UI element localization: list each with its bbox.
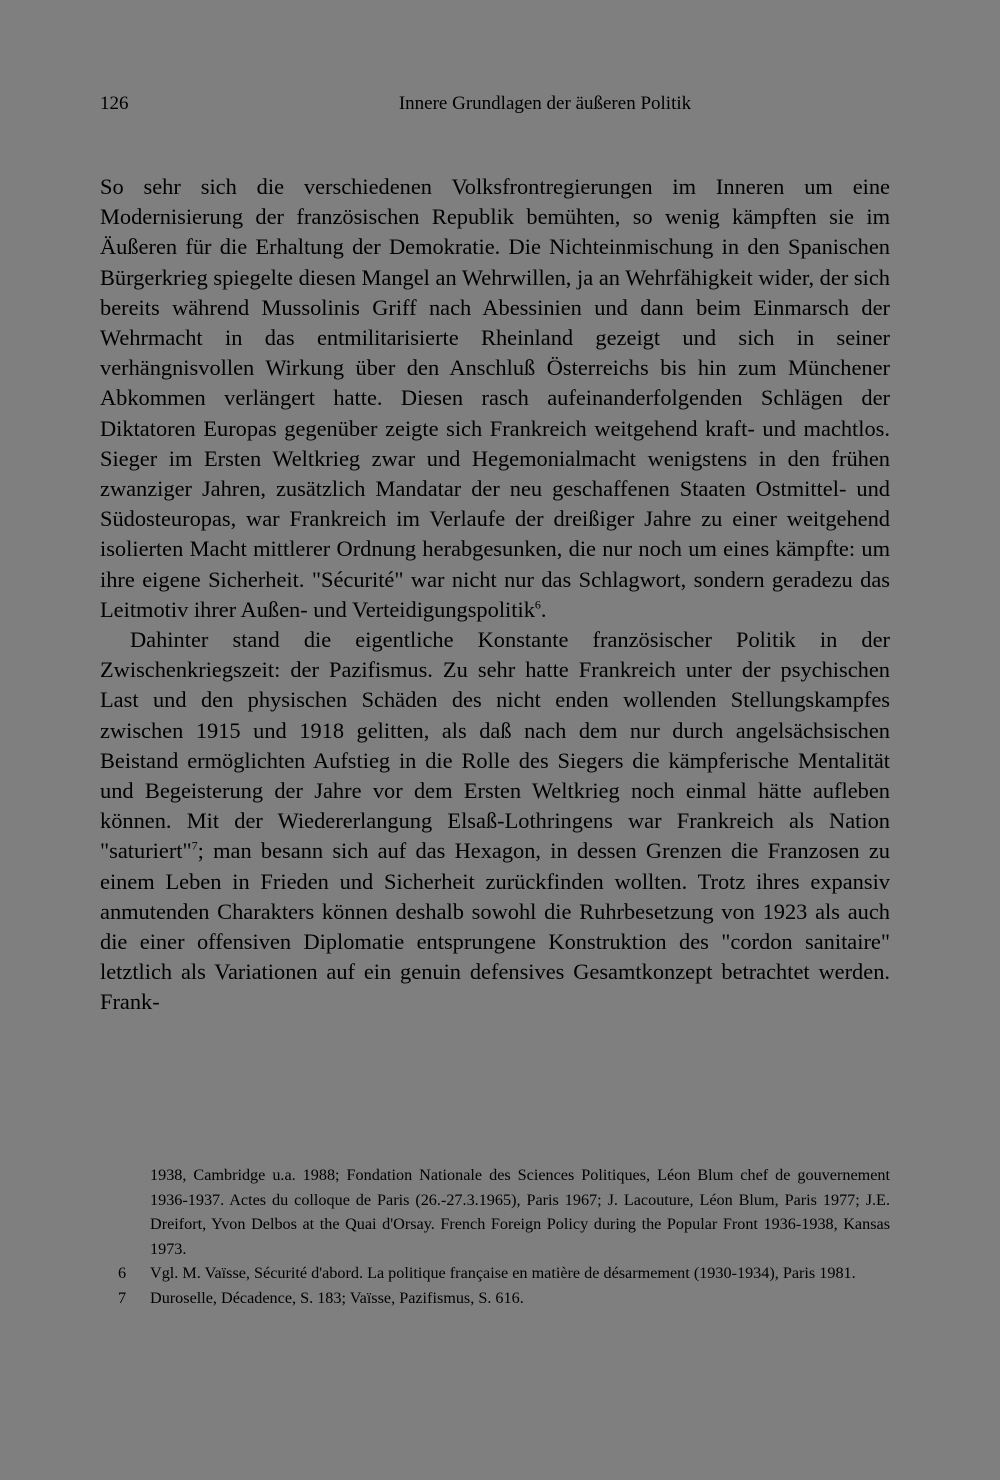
footnote-ref-7: 7	[191, 839, 198, 853]
paragraph-1-text: So sehr sich die verschiedenen Volksfrontregierungen im Inneren um eine Modernisierung der französischen Republik bemühten, so wenig kämpften sie im Äußeren für die Erhaltung der Demokratie. Die Nichteinmischung in den Spanischen Bürgerkrieg spiegelte diesen Mangel an Wehrwillen, ja an Wehrfähigkeit wider, der sich bereits während Mussolinis Griff nach Abessinien und dann beim Einmarsch der Wehrmacht in das entmilitarisierte Rheinland gezeigt und sich in seiner verhängnisvollen Wirkung über den Anschluß Österreichs bis hin zum Münchener Abkommen verlängert hatte. Diesen rasch aufeinanderfolgenden Schlägen der Diktatoren Europas gegenüber zeigte sich Frankreich weitgehend kraft- und machtlos. Sieger im Ersten Weltkrieg zwar und Hegemonialmacht wenigstens in den frühen zwanziger Jahren, zusätzlich Mandatar der neu geschaffenen Staaten Ostmittel- und Südosteuropas, war Frankreich im Verlaufe der dreißiger Jahre zu einer weitgehend isolierten Macht mittlerer Ordnung herabgesunken, die nur noch um eines kämpfte: um ihre eigene Sicherheit. "Sécurité" war nicht nur das Schlagwort, sondern geradezu das Leitmotiv ihrer Außen- und Verteidigungspolitik	[100, 174, 890, 622]
footnote-7	[100, 1286, 890, 1311]
footnote-text: Duroselle, Décadence, S. 183; Vaïsse, Pazifismus, S. 616.	[150, 1288, 524, 1307]
paragraph-2-rest: ; man besann sich auf das Hexagon, in dessen Grenzen die Franzosen zu einem Leben in Frieden und Sicherheit zurückfinden wollten. Trotz ihres expansiv anmutenden Charakters können deshalb sowohl die Ruhrbesetzung von 1923 als auch die einer offensiven Diplomatie entsprungene Konstruktion des "cordon sanitaire" letztlich als Variationen auf ein genuin defensives Gesamtkonzept betrachtet werden. Frank-	[100, 838, 890, 1015]
footnotes	[100, 1163, 890, 1311]
footnote-mark: 7	[118, 1288, 127, 1307]
footnote-ref-6: 6	[534, 597, 541, 612]
paragraph-1-end: .	[540, 596, 547, 622]
paragraph-1	[100, 172, 890, 625]
footnote-text: Vgl. M. Vaïsse, Sécurité d'abord. La politique française en matière de désarmement (1930-1934), Paris 1981.	[150, 1264, 856, 1283]
paragraph-2-text: Dahinter stand die eigentliche Konstante französischer Politik in der Zwischenkriegszeit: der Pazifismus. Zu sehr hatte Frankreich unter der psychischen Last und den physischen Schäden des nicht enden wollenden Stellungskampfes zwischen 1915 und 1918 gelitten, als daß nach dem nur durch angelsächsischen Beistand ermöglichten Aufstieg in die Rolle des Siegers die kämpferische Mentalität und Begeisterung der Jahre vor dem Ersten Weltkrieg noch einmal hätte aufleben können. Mit der Wiedererlangung Elsaß-Lothringens war Frankreich als Nation "saturiert"	[100, 627, 890, 864]
page-number: 126	[100, 93, 129, 114]
footnote-continuation-text: 1938, Cambridge u.a. 1988; Fondation Nationale des Sciences Politiques, Léon Blum chef de gouvernement 1936-1937. Actes du colloque de Paris (26.-27.3.1965), Paris 1967; J. Lacouture, Léon Blum, Paris 1977; J.E. Dreifort, Yvon Delbos at the Quai d'Orsay. French Foreign Policy during the Popular Front 1936-1938, Kansas 1973.	[150, 1166, 890, 1258]
paragraph-2	[100, 625, 890, 1018]
footnote-6	[100, 1261, 890, 1286]
page-header	[100, 90, 900, 118]
main-text	[100, 172, 890, 1018]
footnote-mark: 6	[118, 1264, 127, 1283]
footnote-continuation	[100, 1163, 890, 1261]
running-title: Innere Grundlagen der äußeren Politik	[398, 93, 692, 114]
